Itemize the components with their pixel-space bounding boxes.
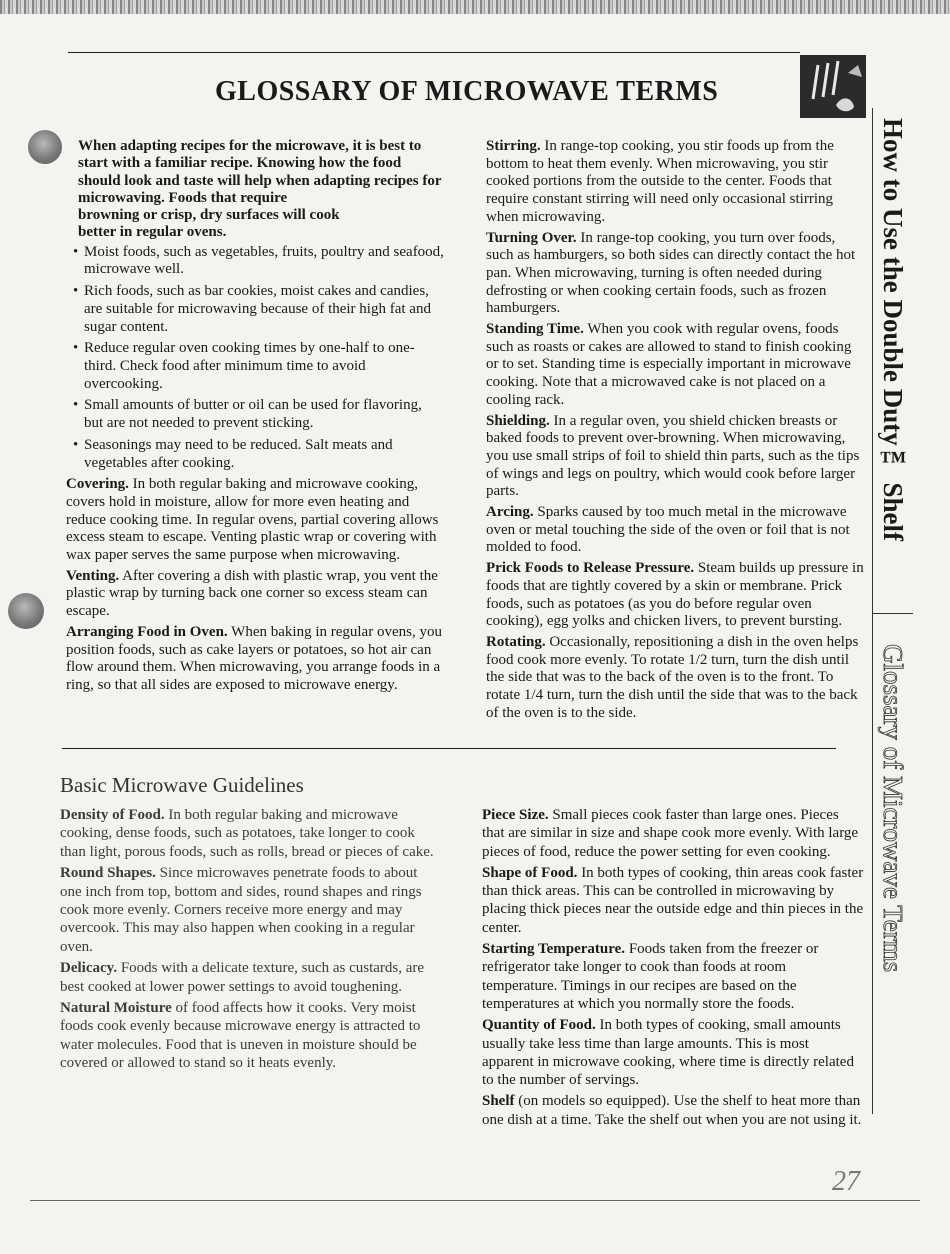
binder-hole-icon xyxy=(8,593,44,629)
intro-line-2: browning or crisp, dry surfaces will cook xyxy=(78,207,340,224)
glossary-definition: In range-top cooking, you turn over foods, such as hamburgers, so both sides can directly contact the hot pan. When microwaving, turning is often needed during defrosting or when cooking certain foods, such as frozen hamburgers. xyxy=(486,229,856,317)
guideline-text: of food affects how it cooks. Very moist foods cook evenly because microwave energy is attracted to water molecules. Food that is uneven in moisture should be covered or allowed to stand so it heats evenly. xyxy=(60,1000,421,1072)
guideline-text: Small pieces cook faster than large ones. Pieces that are similar in size and shape cook more evenly. With large pieces of food, reduce the power setting for even cooking. xyxy=(482,807,859,860)
glossary-entry xyxy=(66,476,444,565)
intro-line-3: better in regular ovens. xyxy=(78,224,227,241)
guideline-text: Since microwaves penetrate foods to about one inch from top, bottom and sides, round shapes and rings cook more evenly. Corners receive more energy and may overcook. This may also happen when cooking in a regular oven. xyxy=(60,865,422,955)
guideline-entry xyxy=(482,1016,864,1089)
list-item: • Moist foods, such as vegetables, fruits, poultry and seafood, microwave well. xyxy=(70,244,444,279)
section-divider xyxy=(62,748,836,749)
glossary-definition: Sparks caused by too much metal in the microwave oven or metal touching the side of the oven or foil that is not molded to food. xyxy=(486,504,850,556)
glossary-entry xyxy=(486,321,866,410)
guideline-entry xyxy=(482,864,864,937)
guideline-term: Delicacy. xyxy=(60,960,118,977)
guideline-term: Quantity of Food. xyxy=(482,1017,596,1034)
glossary-entry xyxy=(486,634,866,723)
binder-hole-icon xyxy=(28,130,62,164)
glossary-term: Arcing. xyxy=(486,504,534,521)
guideline-text: Foods with a delicate texture, such as custards, are best cooked at lower power settings to avoid toughening. xyxy=(60,960,425,995)
glossary-term: Venting. xyxy=(66,567,120,584)
list-item: • Seasonings may need to be reduced. Salt meats and vegetables after cooking. xyxy=(70,437,444,472)
glossary-entry xyxy=(66,568,444,621)
glossary-entry xyxy=(486,504,866,557)
guideline-term: Shape of Food. xyxy=(482,864,578,881)
guidelines-heading: Basic Microwave Guidelines xyxy=(60,773,304,797)
bottom-rule xyxy=(30,1200,920,1201)
glossary-term: Shielding. xyxy=(486,412,550,429)
guideline-text: In both regular baking and microwave cooking, dense foods, such as potatoes, take longer to cook than light, porous foods, such as rolls, bread or pieces of cake. xyxy=(60,807,434,860)
guideline-entry xyxy=(60,999,440,1073)
glossary-term: Stirring. xyxy=(486,138,541,154)
guideline-entry xyxy=(60,959,440,996)
glossary-definition: Steam builds up pressure in foods that are tightly covered by a skin or membrane. Prick foods, such as potatoes (as you do before regular oven cooking), egg yolks and chicken livers, to prevent bursting. xyxy=(486,560,864,630)
glossary-entry xyxy=(486,413,866,502)
guideline-entry xyxy=(60,806,440,861)
side-tab-section xyxy=(872,108,913,613)
guideline-text: In both types of cooking, thin areas cook faster than thick areas. This can be controlled in microwaving by placing thick pieces near the outside edge and thin pieces in the center. xyxy=(482,864,864,936)
right-column xyxy=(486,138,866,723)
intro-line-1: When adapting recipes for the microwave, it is best to start with a familiar recipe. Knowing how the food should look and taste will help when adapting recipes for microwaving. Foods that require xyxy=(78,138,442,206)
guideline-entry xyxy=(482,806,864,861)
glossary-definition: In range-top cooking, you stir foods up from the bottom to heat them evenly. When microwaving, you stir cooked portions from the outside to the center. Foods that require constant stirring will need only occasional stirring when microwaving. xyxy=(486,138,834,225)
glossary-term: Rotating. xyxy=(486,633,546,650)
glossary-term: Arranging Food in Oven. xyxy=(66,623,228,640)
guideline-term: Shelf xyxy=(482,1093,515,1110)
glossary-term: Covering. xyxy=(66,476,129,493)
intro-heading xyxy=(66,138,444,242)
guideline-term: Piece Size. xyxy=(482,807,549,823)
guideline-entry xyxy=(60,864,440,956)
section-logo xyxy=(800,55,866,118)
guideline-text: Foods taken from the freezer or refrigerator take longer to cook than foods at room temperature. Timings in our recipes are based on the temperatures at which you normally store the foods. xyxy=(482,941,819,1012)
glossary-definition: Occasionally, repositioning a dish in the oven helps food cook more evenly. To rotate 1/2 turn, turn the dish until the side that was to the back of the oven is to the front. To rotate 1/4 turn, turn the dish until the side that was to the back of the oven is to the side. xyxy=(486,633,859,721)
guideline-text: In both types of cooking, small amounts usually take less time than large amounts. This is most apparent in microwave cooking, where time is directly related to the number of servings. xyxy=(482,1017,854,1089)
scan-edge-band xyxy=(0,0,950,14)
guideline-term: Density of Food. xyxy=(60,807,165,823)
guideline-term: Starting Temperature. xyxy=(482,941,626,958)
page-title: GLOSSARY OF MICROWAVE TERMS xyxy=(215,76,719,107)
glossary-definition: When you cook with regular ovens, foods such as roasts or cakes are allowed to stand to finish cooking or to set. Standing time is especially important in microwave cooking. Note that a microwaved cake is not placed on a cooling rack. xyxy=(486,321,852,408)
page-number: 27 xyxy=(832,1166,860,1197)
glossary-definition: After covering a dish with plastic wrap, you vent the plastic wrap by turning back one corner so excess steam can escape. xyxy=(66,567,438,620)
guideline-entry xyxy=(482,1092,864,1129)
list-item: • Rich foods, such as bar cookies, moist cakes and candies, are suitable for microwaving because of their high fat and sugar content. xyxy=(70,283,444,336)
top-rule xyxy=(68,52,800,53)
side-tab-subsection xyxy=(872,613,913,1114)
intro-bullet-list xyxy=(66,244,444,472)
side-tab-section-label: How to Use the Double Duty™ Shelf xyxy=(878,118,908,542)
list-item: • Small amounts of butter or oil can be used for flavoring, but are not needed to prevent sticking. xyxy=(70,397,444,432)
glossary-entry xyxy=(486,230,866,319)
guidelines-left-column xyxy=(60,806,440,1073)
guideline-term: Round Shapes. xyxy=(60,865,156,882)
guideline-entry xyxy=(482,940,864,1013)
guidelines-right-column xyxy=(482,806,864,1129)
list-item: • Reduce regular oven cooking times by one-half to one-third. Check food after minimum time to avoid overcooking. xyxy=(70,340,444,393)
glossary-definition: In both regular baking and microwave cooking, covers hold in moisture, allow for more even heating and reduce cooking time. In regular ovens, partial covering allows excess steam to escape. Venting plastic wrap or covering with wax paper serves the same purpose when microwaving. xyxy=(66,476,439,564)
glossary-entry xyxy=(66,624,444,695)
left-column xyxy=(66,138,444,695)
glossary-term: Standing Time. xyxy=(486,321,584,338)
glossary-definition: In a regular oven, you shield chicken breasts or baked foods to prevent over-browning. When microwaving, you use small strips of foil to shield thin parts, such as the tips of wings and legs on poultry, which would cook before larger parts. xyxy=(486,412,860,500)
glossary-term: Prick Foods to Release Pressure. xyxy=(486,560,695,577)
glossary-entry xyxy=(486,138,866,227)
glossary-definition: When baking in regular ovens, you position foods, such as cake layers or potatoes, so hot air can flow around them. When microwaving, you arrange foods in a ring, so that all sides are exposed to microwave energy. xyxy=(66,623,442,693)
side-tab-subsection-label: Glossary of Microwave Terms xyxy=(878,644,908,973)
oven-hand-icon xyxy=(800,55,866,118)
glossary-entry xyxy=(486,560,866,631)
glossary-term: Turning Over. xyxy=(486,229,577,246)
guideline-term: Natural Moisture xyxy=(60,1000,172,1017)
guideline-text: (on models so equipped). Use the shelf to heat more than one dish at a time. Take the shelf out when you are not using it. xyxy=(482,1093,862,1128)
